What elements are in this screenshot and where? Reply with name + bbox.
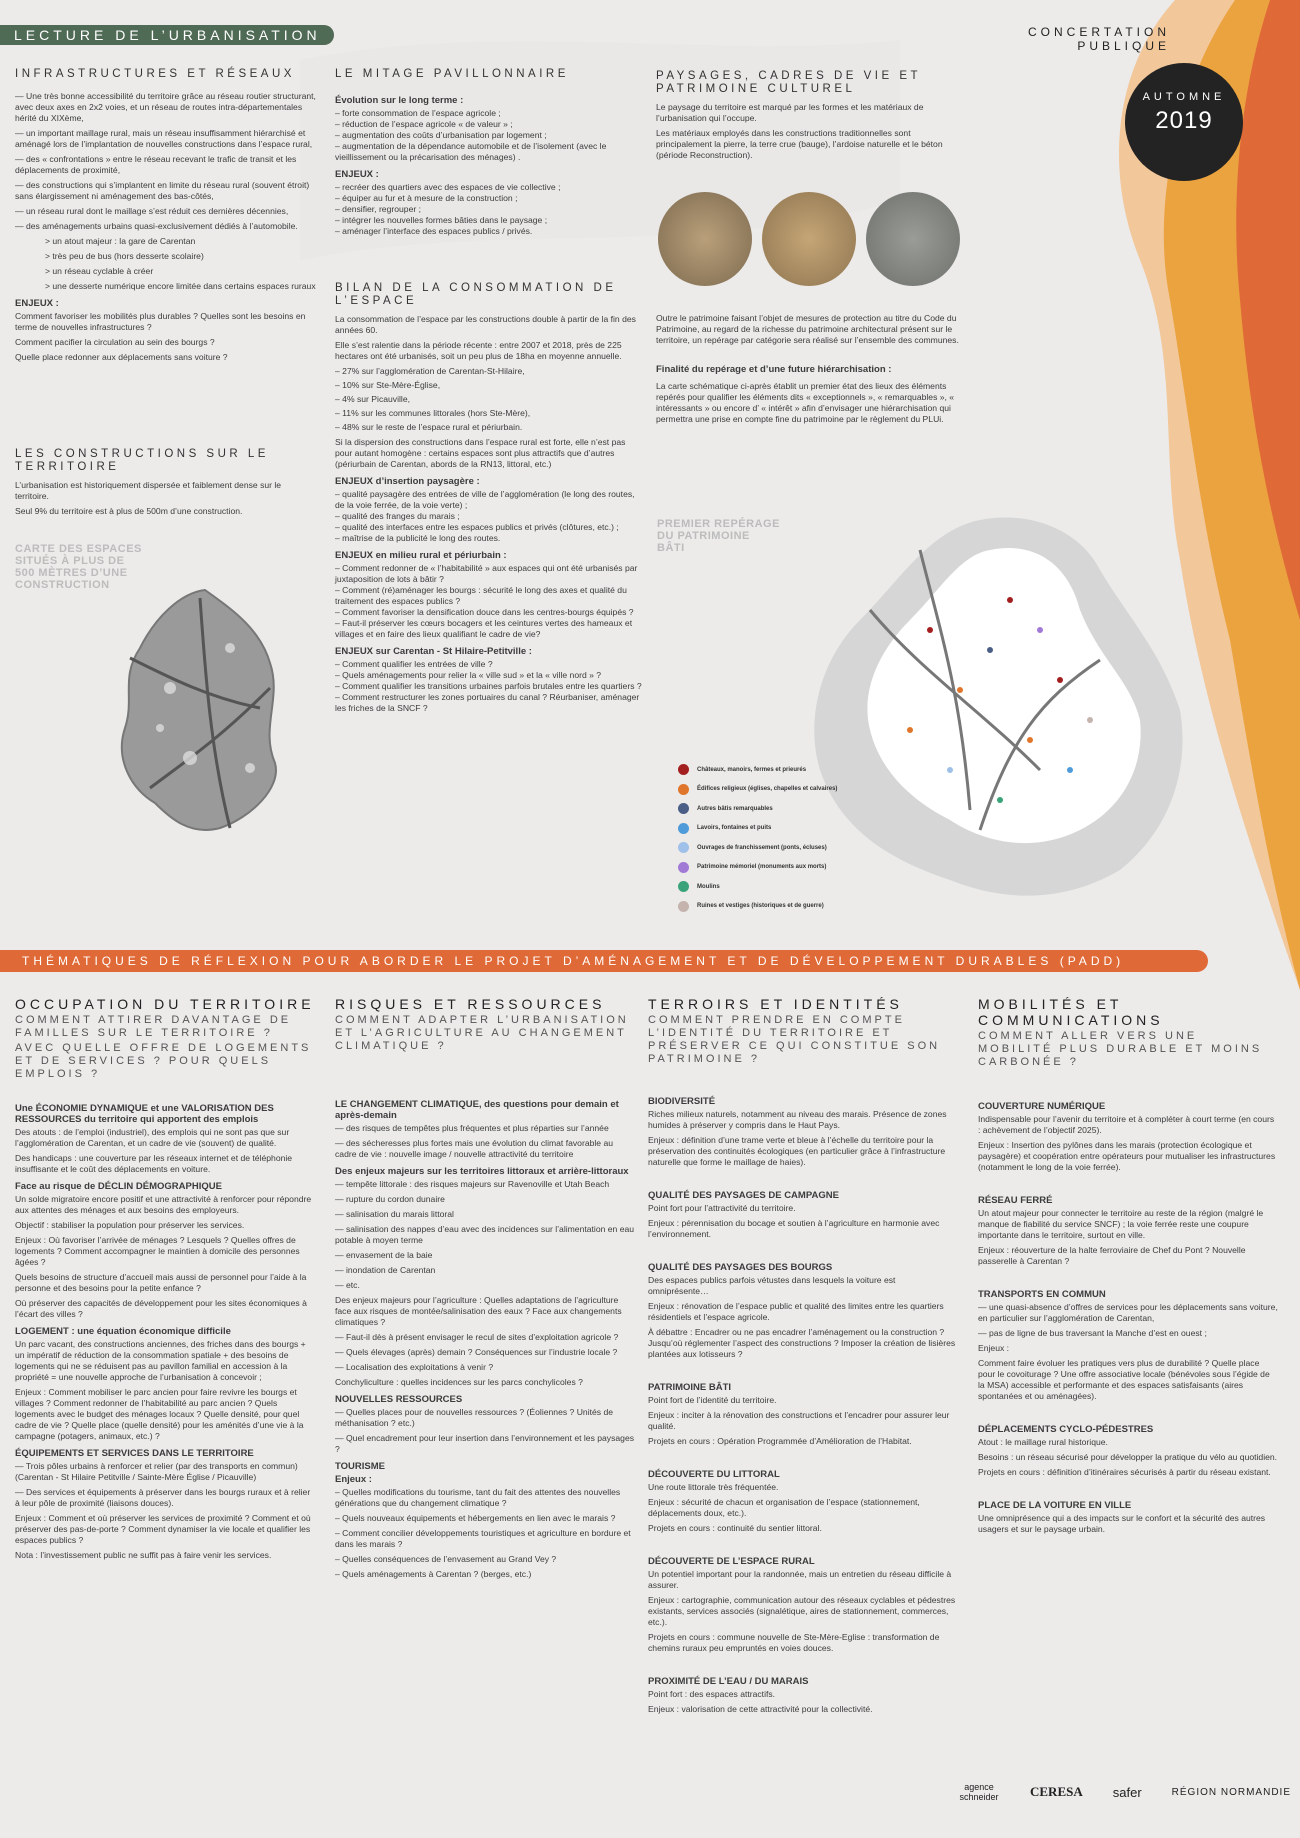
mobilites-question: COMMENT ALLER VERS UNE MOBILITÉ PLUS DURABLE ET MOINS CARBONÉE ? — [978, 1030, 1263, 1068]
mobilites-text: Indispensable pour l’avenir du territoire et à compléter à court terme (en cours : achèvement de l’objectif 2025). — [978, 1114, 1275, 1135]
year-label: 2019 — [1155, 107, 1213, 134]
mitage-enjeux-item: – densifier, regrouper ; — [335, 204, 421, 214]
occupation-text: — Des services et équipements à préserver dans les bourgs ruraux et à relier à leur pôle de proximité (liaisons douces). — [15, 1487, 311, 1508]
bilan-ins-title: ENJEUX d’insertion paysagère : — [335, 476, 480, 487]
stone-texture-image — [658, 192, 752, 286]
mitage-enjeux-item: – recréer des quartiers avec des espaces de vie collective ; — [335, 182, 561, 192]
infra-section — [15, 68, 325, 367]
occupation-subtitle: Face au risque de DÉCLIN DÉMOGRAPHIQUE — [15, 1181, 222, 1192]
region-normandie-logo: RÉGION NORMANDIE — [1171, 1786, 1291, 1798]
caption-line: PREMIER REPÉRAGE — [657, 518, 780, 530]
partner-logos — [958, 1782, 1291, 1802]
infra-enjeux-title: ENJEUX : — [15, 298, 59, 309]
mobilites-subtitle: RÉSEAU FERRÉ — [978, 1195, 1053, 1206]
mitage-title: LE MITAGE PAVILLONNAIRE — [335, 68, 569, 80]
mobilites-subtitle: PLACE DE LA VOITURE EN VILLE — [978, 1500, 1132, 1511]
occupation-text: — Trois pôles urbains à renforcer et relier (par des transports en commun) (Carentan - St Hilaire Petitville / Sainte-Mère Église / Picauville) — [15, 1461, 298, 1482]
season-badge — [1125, 63, 1243, 181]
bilan-text: La consommation de l’espace par les constructions double à partir de la fin des années 60. — [335, 314, 636, 335]
paysages-text: Outre le patrimoine faisant l’objet de mesures de protection au titre du Code du Patrimoine, au regard de la richesse du patrimoine architectural présent sur le territoire, un repérage par catégorie sera réalisé sur l’ensemble des communes. — [656, 313, 959, 345]
occupation-text: Nota : l’investissement public ne suffit pas à faire venir les services. — [15, 1550, 272, 1560]
legend-swatch — [678, 901, 689, 912]
risques-title: RISQUES ET RESSOURCES — [335, 996, 606, 1012]
occupation-text: Enjeux : Comment mobiliser le parc ancien pour faire revivre les bourgs et villages ? Comment redonner de l’habitabilité au parc ancien ? Quels logements avec le budget des ménages locaux ? Quelle densité, pour quel cadre de vie ? Quelle place (quelle densité) pour les aménités d’une vie à la campagne (potagers, animaux, etc.) ? — [15, 1387, 304, 1441]
patrimoine-map — [800, 510, 1190, 910]
terroirs-text: Un potentiel important pour la randonnée, mais un entretien du réseau difficile à assurer. — [648, 1569, 952, 1590]
bauge-texture-image — [762, 192, 856, 286]
occupation-text: Des handicaps : une couverture par les réseaux internet et de téléphonie insuffisante et le coût des déplacements en voiture. — [15, 1153, 293, 1174]
bilan-section — [335, 282, 645, 718]
terroirs-text: Enjeux : rénovation de l’espace public et qualité des limites entre les quartiers résidentiels et l’espace agricole. — [648, 1301, 944, 1322]
constructions-map-caption — [15, 543, 142, 591]
risques-text: — des risques de tempêtes plus fréquentes et plus réparties sur l’année — [335, 1123, 609, 1133]
mobilites-subtitle: COUVERTURE NUMÉRIQUE — [978, 1101, 1106, 1112]
section-banner-thematiques: THÉMATIQUES DE RÉFLEXION POUR ABORDER LE PROJET D’AMÉNAGEMENT ET DE DÉVELOPPEMENT DURABLES (PADD) — [0, 950, 1208, 972]
bilan-text: Si la dispersion des constructions dans l’espace rural est forte, elle n’est pas pour autant homogène : certains espaces sont plus attractifs que d’autres (périurbain de Carentan, abords de la RN13, littoral, etc.) — [335, 437, 626, 469]
legend-label: Édifices religieux (églises, chapelles et calvaires) — [697, 786, 838, 792]
risques-text: — Faut-il dès à présent envisager le recul de sites d’exploitation agricole ? — [335, 1332, 619, 1342]
ceresa-logo: CERESA — [1030, 1784, 1083, 1799]
bilan-rural-item: – Comment favoriser la densification douce dans les centres-bourgs équipés ? — [335, 607, 634, 617]
infra-sub-item: > un atout majeur : la gare de Carentan — [45, 236, 196, 246]
risques-text: – Quels aménagements à Carentan ? (berges, etc.) — [335, 1569, 532, 1579]
legend-label: Lavoirs, fontaines et puits — [697, 825, 772, 831]
legend-swatch — [678, 764, 689, 775]
slate-texture-image — [866, 192, 960, 286]
terroirs-text: Des espaces publics parfois vétustes dans lesquels la voiture est omniprésente… — [648, 1275, 896, 1296]
concertation-line2: PUBLIQUE — [1077, 39, 1170, 53]
patrimoine-map-caption — [657, 518, 780, 554]
mobilites-title-2: COMMUNICATIONS — [978, 1012, 1164, 1028]
mobilites-text: — pas de ligne de bus traversant la Manche d’est en ouest ; — [978, 1328, 1207, 1338]
infra-item: — des constructions qui s’implantent en limite du réseau rural (souvent étroit) sans élargissement ni aménagement des bas-côtés, — [15, 180, 310, 201]
risques-text: – Quelles conséquences de l’envasement au Grand Vey ? — [335, 1554, 557, 1564]
paysages-section — [656, 70, 966, 165]
mobilites-text: Besoins : un réseau sécurisé pour développer la pratique du vélo au quotidien. — [978, 1452, 1278, 1462]
occupation-text: Où préserver des capacités de développement pour les sites économiques à l’écart des villes ? — [15, 1298, 307, 1319]
legend-label: Châteaux, manoirs, fermes et prieurés — [697, 766, 807, 773]
legend-item — [678, 764, 837, 775]
terroirs-question: COMMENT PRENDRE EN COMPTE L’IDENTITÉ DU TERRITOIRE ET PRÉSERVER CE QUI CONSTITUE SON PATRIMOINE ? — [648, 1014, 941, 1065]
mobilites-text: Une omniprésence qui a des impacts sur le confort et la sécurité des autres usagers et sur le paysage urbain. — [978, 1513, 1266, 1534]
risques-subtitle: LE CHANGEMENT CLIMATIQUE, des questions pour demain et après-demain — [335, 1099, 619, 1121]
constructions-map — [110, 588, 285, 836]
terroirs-subtitle: QUALITÉ DES PAYSAGES DES BOURGS — [648, 1262, 833, 1273]
legend-swatch — [678, 823, 689, 834]
terroirs-text: Riches milieux naturels, notamment au niveau des marais. Présence de zones humides à préserver y compris dans le Haut Pays. — [648, 1109, 947, 1130]
terroirs-text: Point fort pour l’attractivité du territoire. — [648, 1203, 796, 1213]
risques-text: – Quels nouveaux équipements et hébergements en lien avec le marais ? — [335, 1513, 616, 1523]
legend-swatch — [678, 862, 689, 873]
constructions-text: L’urbanisation est historiquement dispersée et faiblement dense sur le territoire. — [15, 480, 282, 501]
terroirs-text: Projets en cours : commune nouvelle de Ste-Mère-Eglise : transformation de chemins ruraux peu empruntés en voies douces. — [648, 1632, 940, 1653]
risques-text: — des sécheresses plus fortes mais une évolution du climat favorable au cadre de vie : nouvelle image / nouvelle attractivité du territoire — [335, 1138, 614, 1159]
paysages-section-2 — [656, 313, 966, 429]
constructions-title-2: TERRITOIRE — [15, 461, 120, 473]
occupation-subtitle: LOGEMENT : une équation économique difficile — [15, 1326, 231, 1337]
paysages-text: Les matériaux employés dans les constructions traditionnelles sont principalement la pierre, la terre crue (bauge), l’ardoise naturelle et le béton (période Reconstruction). — [656, 128, 943, 160]
caption-line: BÂTI — [657, 542, 685, 554]
terroirs-text: Enjeux : pérennisation du bocage et soutien à l’agriculture en harmonie avec l’environnement. — [648, 1218, 940, 1239]
paysages-text: La carte schématique ci-après établit un premier état des lieux des éléments repérés pour qualifier les éléments dits « exceptionnels », « remarquables », « intéressants » ou encore d’ « intérêt » afin d’envisager une hiérarchisation qui permettra une prise en compte fine du patrimoine par le règlement du PLUi. — [656, 381, 955, 424]
terroirs-text: À débattre : Encadrer ou ne pas encadrer l’aménagement ou la construction ? Jusqu’où réglementer l’aspect des constructions ? Imposer la création de lisières plantées aux lotisseurs ? — [648, 1327, 956, 1359]
risques-text: — Localisation des exploitations à venir ? — [335, 1362, 494, 1372]
risques-subtitle: TOURISME — [335, 1461, 385, 1472]
paysages-text: Le paysage du territoire est marqué par les formes et les matériaux de l’urbanisation qui l’occupe. — [656, 102, 924, 123]
mitage-evol-item: – forte consommation de l’espace agricole ; — [335, 108, 501, 118]
occupation-text: Objectif : stabiliser la population pour préserver les services. — [15, 1220, 245, 1230]
terroirs-subtitle: PATRIMOINE BÂTI — [648, 1382, 732, 1393]
terroirs-text: Enjeux : cartographie, communication autour des réseaux cyclables et pédestres existants, services associés (signalétique, aires de stationnement, commerces, etc.). — [648, 1595, 956, 1627]
terroirs-subtitle: QUALITÉ DES PAYSAGES DE CAMPAGNE — [648, 1190, 839, 1201]
paysages-title-2: PATRIMOINE CULTUREL — [656, 83, 856, 95]
infra-enjeux: Comment pacifier la circulation au sein des bourgs ? — [15, 337, 215, 347]
legend-swatch — [678, 803, 689, 814]
mitage-enjeux-item: – aménager l’interface des espaces publics / privés. — [335, 226, 533, 236]
terroirs-text: Enjeux : définition d’une trame verte et bleue à l’échelle du territoire pour la préservation des continuités écologiques (en particulier grâce à l’infrastructure naturelle que forme le maillage de haies). — [648, 1135, 946, 1167]
occupation-text: Enjeux : Où favoriser l’arrivée de ménages ? Lesquels ? Quelles offres de logements ? Comment accompagner le maintien à domicile des personnes âgées ? — [15, 1235, 300, 1267]
occupation-question: AVEC QUELLE OFFRE DE LOGEMENTS ET DE SERVICES ? POUR QUELS EMPLOIS ? — [15, 1042, 312, 1080]
risques-text: — Quels élevages (après) demain ? Conséquences sur l’industrie locale ? — [335, 1347, 618, 1357]
risques-question: COMMENT ADAPTER L’URBANISATION ET L’AGRICULTURE AU CHANGEMENT CLIMATIQUE ? — [335, 1014, 629, 1052]
mitage-evol-item: – réduction de l’espace agricole « de valeur » ; — [335, 119, 513, 129]
mobilites-text: Enjeux : Insertion des pylônes dans les marais (protection écologique et paysagère) et coopération entre opérateurs pour mutualiser les infrastructures (notamment le long de la voie ferrée). — [978, 1140, 1276, 1172]
terroirs-text: Point fort de l’identité du territoire. — [648, 1395, 777, 1405]
terroirs-title: TERROIRS ET IDENTITÉS — [648, 996, 903, 1012]
mitage-enjeux-item: – intégrer les nouvelles formes bâties dans le paysage ; — [335, 215, 548, 225]
terroirs-text: Enjeux : valorisation de cette attractivité pour la collectivité. — [648, 1704, 873, 1714]
terroirs-subtitle: DÉCOUVERTE DE L’ESPACE RURAL — [648, 1556, 815, 1567]
terroirs-subtitle: BIODIVERSITÉ — [648, 1096, 716, 1107]
risques-text: – Comment concilier développements touristiques et agriculture en bordure et dans les marais ? — [335, 1528, 631, 1549]
concertation-label — [1028, 25, 1170, 53]
infra-enjeux: Comment favoriser les mobilités plus durables ? Quelles sont les besoins en terme de nouvelles infrastructures ? — [15, 311, 306, 332]
mobilites-text: Projets en cours : définition d’itinéraires sécurisés à partir du réseau existant. — [978, 1467, 1271, 1477]
risques-text: — envasement de la baie — [335, 1250, 433, 1260]
risques-text: — rupture du cordon dunaire — [335, 1194, 445, 1204]
infra-title: INFRASTRUCTURES ET RÉSEAUX — [15, 68, 295, 80]
terroirs-text: Enjeux : inciter à la rénovation des constructions et l’encadrer pour assurer leur qualité. — [648, 1410, 950, 1431]
risques-subtitle: Des enjeux majeurs sur les territoires littoraux et arrière-littoraux — [335, 1166, 629, 1177]
bilan-stat: – 27% sur l’agglomération de Carentan-St-Hilaire, — [335, 366, 525, 376]
bilan-car-item: – Comment restructurer les zones portuaires du canal ? Réurbaniser, aménager les friches de la SNCF ? — [335, 692, 640, 713]
mobilites-text: — une quasi-absence d’offres de services pour les déplacements sans voiture, en particulier sur l’agglomération de Carentan, — [978, 1302, 1278, 1323]
bilan-stat: – 48% sur le reste de l’espace rural et périurbain. — [335, 422, 523, 432]
infra-item: — un réseau rural dont le maillage s’est réduit ces dernières décennies, — [15, 206, 289, 216]
caption-line: CONSTRUCTION — [15, 579, 110, 591]
caption-line: SITUÉS À PLUS DE — [15, 555, 125, 567]
mitage-evol-title: Évolution sur le long terme : — [335, 95, 464, 106]
terroirs-text: Projets en cours : Opération Programmée d’Amélioration de l’Habitat. — [648, 1436, 912, 1446]
infra-item: — un important maillage rural, mais un réseau insuffisamment hiérarchisé et aménagé lors de l’implantation de nouvelles constructions dans l’espace rural, — [15, 128, 313, 149]
caption-line: 500 MÈTRES D’UNE — [15, 567, 128, 579]
infra-item: — des « confrontations » entre le réseau recevant le trafic de transit et les déplacements de proximité, — [15, 154, 297, 175]
mobilites-text: Enjeux : — [978, 1343, 1010, 1353]
legend-label: Moulins — [697, 883, 720, 890]
occupation-text: Des atouts : de l’emploi (industriel), des emplois qui ne sont pas que sur l’agglomération de Carentan, et un cadre de vie (souvent) de qualité. — [15, 1127, 290, 1148]
paysages-fin-title: Finalité du repérage et d’une future hiérarchisation : — [656, 364, 892, 375]
terroirs-subtitle: PROXIMITÉ DE L’EAU / DU MARAIS — [648, 1676, 809, 1687]
risques-text: — inondation de Carentan — [335, 1265, 436, 1275]
terroirs-text: Enjeux : sécurité de chacun et organisation de l’espace (stationnement, déplacements doux, etc.). — [648, 1497, 920, 1518]
occupation-subtitle: ÉQUIPEMENTS ET SERVICES DANS LE TERRITOIRE — [15, 1448, 254, 1459]
legend-item — [678, 823, 837, 834]
occupation-title: OCCUPATION DU TERRITOIRE — [15, 996, 315, 1012]
legend-label: Autres bâtis remarquables — [697, 805, 773, 812]
patrimoine-legend — [678, 764, 837, 920]
bilan-ins-item: – maîtrise de la publicité le long des routes. — [335, 533, 501, 543]
bilan-car-item: – Quels aménagements pour relier la « ville sud » et la « ville nord » ? — [335, 670, 602, 680]
infra-sub-item: > très peu de bus (hors desserte scolaire) — [45, 251, 204, 261]
constructions-text: Seul 9% du territoire est à plus de 500m d’une construction. — [15, 506, 243, 516]
bilan-rural-item: – Comment (ré)aménager les bourgs : sécurité le long des axes et qualité du traitement des espaces publics ? — [335, 585, 627, 606]
bilan-stat: – 4% sur Picauville, — [335, 394, 410, 404]
mitage-evol-item: – augmentation de la dépendance automobile et de l’isolement (avec le vieillissement ou la précarisation des ménages) . — [335, 141, 607, 162]
occupation-subtitle: Une ÉCONOMIE DYNAMIQUE et une VALORISATION DES RESSOURCES du territoire qui apportent des emplois — [15, 1103, 274, 1125]
season-label: AUTOMNE — [1142, 91, 1226, 103]
occupation-text: Quels besoins de structure d’accueil mais aussi de personnel pour l’aide à la personne et des besoins pour la petite enfance ? — [15, 1272, 307, 1293]
bilan-title-2: L’ESPACE — [335, 295, 418, 307]
risques-text: – Quelles modifications du tourisme, tant du fait des attentes des nouvelles générations que du changement climatique ? — [335, 1487, 621, 1508]
occupation-text: Enjeux : Comment et où préserver les services de proximité ? Comment et où préserver des pas-de-porte ? Comment dynamiser la vie locale et qualifier les espaces publics ? — [15, 1513, 311, 1545]
bilan-ins-item: – qualité paysagère des entrées de ville de l’agglomération (le long des routes, de la voie ferrée, de la voie verte) ; — [335, 489, 635, 510]
mobilites-subtitle: TRANSPORTS EN COMMUN — [978, 1289, 1106, 1300]
bilan-ins-item: – qualité des interfaces entre les espaces publics et privés (clôtures, etc.) ; — [335, 522, 619, 532]
bilan-stat: – 10% sur Ste-Mère-Église, — [335, 380, 441, 390]
mobilites-text: Comment faire évoluer les pratiques vers plus de durabilité ? Quelle place pour le covoiturage ? Une offre associative locale (bénévoles sous l’égide de la MSA) accessible et performante et des espaces satisfaisants (aires spontanées et ou aménagées). — [978, 1358, 1270, 1401]
terroirs-text: Une route littorale très fréquentée. — [648, 1482, 779, 1492]
legend-item — [678, 881, 837, 892]
mobilites-text: Atout : le maillage rural historique. — [978, 1437, 1108, 1447]
infra-item: — des aménagements urbains quasi-exclusivement dédiés à l’automobile. — [15, 221, 298, 231]
terroirs-text: Projets en cours : continuité du sentier littoral. — [648, 1523, 822, 1533]
legend-item — [678, 842, 837, 853]
mobilites-section — [978, 996, 1278, 1539]
risques-text: — salinisation du marais littoral — [335, 1209, 454, 1219]
risques-text: Conchyliculture : quelles incidences sur les parcs conchylicoles ? — [335, 1377, 583, 1387]
bilan-rural-title: ENJEUX en milieu rural et périurbain : — [335, 550, 507, 561]
bilan-ins-item: – qualité des franges du marais ; — [335, 511, 460, 521]
infra-sub-item: > un réseau cyclable à créer — [45, 266, 154, 276]
mitage-evol-item: – augmentation des coûts d’urbanisation par logement ; — [335, 130, 547, 140]
mobilites-text: Un atout majeur pour connecter le territoire au reste de la région (malgré le manque de fiabilité du service SNCF) ; la voie ferrée reste une coupure importante dans le territoire, surtout en ville. — [978, 1208, 1264, 1240]
bilan-car-item: – Comment qualifier les entrées de ville ? — [335, 659, 493, 669]
paysages-title: PAYSAGES, CADRES DE VIE ET — [656, 70, 922, 82]
constructions-title: LES CONSTRUCTIONS SUR LE — [15, 448, 269, 460]
risques-text: — Quel encadrement pour leur insertion dans l’environnement et les paysages ? — [335, 1433, 635, 1454]
bilan-stat: – 11% sur les communes littorales (hors Ste-Mère), — [335, 408, 531, 418]
safer-logo: safer — [1112, 1784, 1142, 1800]
constructions-section — [15, 448, 300, 521]
occupation-section — [15, 996, 315, 1565]
occupation-question: COMMENT ATTIRER DAVANTAGE DE FAMILLES SUR LE TERRITOIRE ? — [15, 1014, 292, 1039]
bilan-rural-item: – Faut-il préserver les cœurs bocagers et les ceintures vertes des hameaux et villages et en faire des lieux qualifiant le cadre de vie? — [335, 618, 633, 639]
bilan-rural-item: – Comment redonner de « l’habitabilité » aux espaces qui ont été urbanisés par juxtaposition de lots à bâtir ? — [335, 563, 638, 584]
mobilites-subtitle: DÉPLACEMENTS CYCLO-PÉDESTRES — [978, 1424, 1154, 1435]
risques-subtitle: NOUVELLES RESSOURCES — [335, 1394, 463, 1405]
legend-swatch — [678, 842, 689, 853]
caption-line: CARTE DES ESPACES — [15, 543, 142, 555]
terroirs-block — [648, 1096, 958, 1168]
legend-item — [678, 803, 837, 814]
risques-section — [335, 996, 635, 1584]
bilan-text: Elle s’est ralentie dans la période récente : entre 2007 et 2018, près de 225 hectares ont été urbanisés, soit un peu plus de 18ha en moyenne annuelle. — [335, 340, 622, 361]
legend-item — [678, 862, 837, 873]
mitage-section — [335, 68, 645, 241]
concertation-line1: CONCERTATION — [1027, 25, 1170, 39]
terroirs-text: Point fort : des espaces attractifs. — [648, 1689, 776, 1699]
mobilites-title: MOBILITÉS ET — [978, 996, 1123, 1012]
mobilites-text: Enjeux : réouverture de la halte ferroviaire de Chef du Pont ? Nouvelle passerelle à Carentan ? — [978, 1245, 1246, 1266]
legend-item — [678, 784, 837, 795]
legend-label: Patrimoine mémoriel (monuments aux morts) — [697, 864, 827, 870]
legend-swatch — [678, 784, 689, 795]
legend-item — [678, 901, 837, 912]
legend-label: Ruines et vestiges (historiques et de guerre) — [697, 903, 824, 909]
risques-subtitle: Enjeux : — [335, 1474, 372, 1485]
occupation-text: Un solde migratoire encore positif et une attractivité à renforcer pour répondre aux attentes des ménages et aux besoins des employeurs. — [15, 1194, 312, 1215]
legend-swatch — [678, 881, 689, 892]
infra-item: — Une très bonne accessibilité du territoire grâce au réseau routier structurant, avec deux axes en 2x2 voies, et un réseau de routes intra-départementales hérité du XIXème, — [15, 91, 316, 123]
occupation-text: Un parc vacant, des constructions anciennes, des friches dans des bourgs + un impératif de réduction de la consommation spatiale + des besoins de logements qui ne se réduisent pas au pavillon familial en accession à la propriété = une nouvelle approche de l’urbanisation à concevoir ; — [15, 1339, 306, 1382]
bilan-car-title: ENJEUX sur Carentan - St Hilaire-Petitville : — [335, 646, 532, 657]
bilan-car-item: – Comment qualifier les transitions urbaines parfois brutales entre les quartiers ? — [335, 681, 642, 691]
legend-label: Ouvrages de franchissement (ponts, écluses) — [697, 844, 827, 851]
mitage-enjeux-item: – équiper au fur et à mesure de la construction ; — [335, 193, 518, 203]
agence-schneider-logo: agence schneider — [959, 1782, 999, 1802]
risques-text: — Quelles places pour de nouvelles ressources ? (Éoliennes ? Unités de méthanisation ? etc.) — [335, 1407, 614, 1428]
caption-line: DU PATRIMOINE — [657, 530, 750, 542]
risques-text: — etc. — [335, 1280, 360, 1290]
mitage-enjeux-title: ENJEUX : — [335, 169, 379, 180]
infra-sub-item: > une desserte numérique encore limitée dans certains espaces ruraux — [45, 281, 316, 291]
terroirs-section — [648, 996, 958, 1719]
section-banner-lecture: LECTURE DE L’URBANISATION — [0, 25, 334, 45]
risques-text: Des enjeux majeurs pour l’agriculture : Quelles adaptations de l’agriculture face aux risques de montée/salinisation des eaux ? Face aux changements climatiques ? — [335, 1295, 622, 1327]
risques-text: — salinisation des nappes d’eau avec des incidences sur l’alimentation en eau potable à moyen terme — [335, 1224, 635, 1245]
risques-text: — tempête littorale : des risques majeurs sur Ravenoville et Utah Beach — [335, 1179, 610, 1189]
bilan-title: BILAN DE LA CONSOMMATION DE — [335, 282, 617, 294]
infra-enjeux: Quelle place redonner aux déplacements sans voiture ? — [15, 352, 228, 362]
terroirs-subtitle: DÉCOUVERTE DU LITTORAL — [648, 1469, 780, 1480]
